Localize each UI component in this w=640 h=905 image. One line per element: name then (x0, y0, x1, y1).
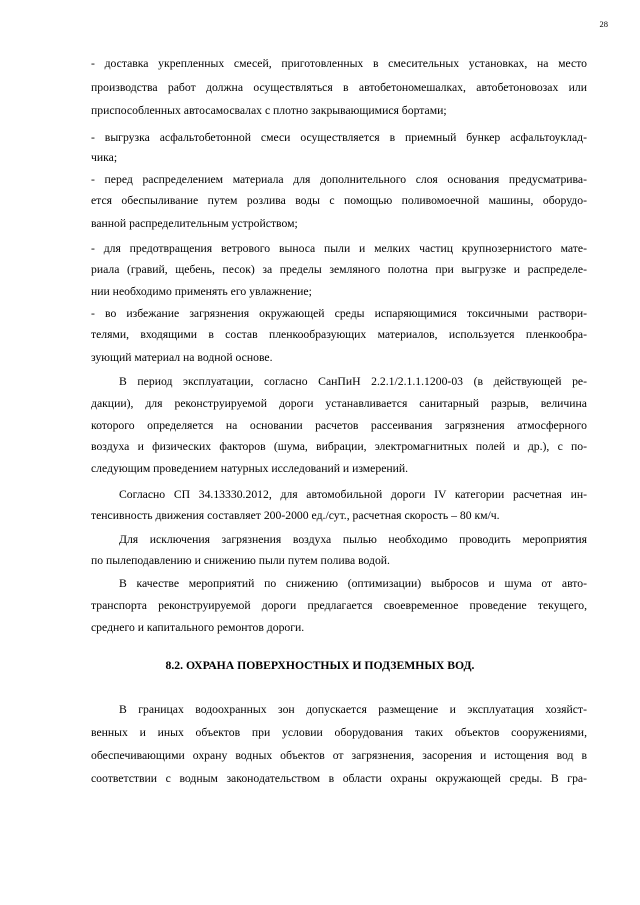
text-line: - доставка укрепленных смесей, приготовленных в смесительных установках, на место (91, 57, 587, 70)
text-line: которого определяется на основании расчетов рассеивания загрязнения атмосферного (91, 419, 587, 432)
text-line: тенсивность движения составляет 200-2000 ед./сут., расчетная скорость – 80 км/ч. (91, 509, 500, 522)
text-line: ванной распределительным устройством; (91, 217, 298, 230)
section-heading: 8.2. ОХРАНА ПОВЕРХНОСТНЫХ И ПОДЗЕМНЫХ ВОД. (165, 659, 475, 672)
text-line: Согласно СП 34.13330.2012, для автомобильной дороги IV категории расчетная ин- (119, 488, 587, 501)
text-line: воздуха и физических факторов (шума, вибрации, электромагнитных полей и др.), с по- (91, 440, 587, 453)
text-line: венных и иных объектов при условии оборудования таких объектов сооружениями, (91, 726, 587, 739)
text-line: нии необходимо применять его увлажнение; (91, 285, 312, 298)
text-line: В границах водоохранных зон допускается размещение и эксплуатация хозяйст- (119, 703, 587, 716)
text-line: обеспечивающими охрану водных объектов от загрязнения, засорения и истощения вод в (91, 749, 587, 762)
text-line: ется обеспыливание путем розлива воды с помощью поливомоечной машины, оборудо- (91, 194, 587, 207)
text-line: - во избежание загрязнения окружающей среды испаряющимися токсичными раствори- (91, 307, 587, 320)
text-line: приспособленных автосамосвалах с плотно закрывающимися бортами; (91, 104, 447, 117)
text-line: риала (гравий, щебень, песок) за пределы земляного полотна при выгрузке и распределе- (91, 263, 587, 276)
text-line: В период эксплуатации, согласно СанПиН 2.2.1/2.1.1.1200-03 (в действующей ре- (119, 375, 587, 388)
text-line: - выгрузка асфальтобетонной смеси осуществляется в приемный бункер асфальтоуклад- (91, 131, 587, 144)
text-line: производства работ должна осуществляться в автобетономешалках, автобетоновозах или (91, 81, 587, 94)
page-number: 28 (599, 19, 608, 29)
text-line: - перед распределением материала для дополнительного слоя основания предусматрива- (91, 173, 587, 186)
text-line: зующий материал на водной основе. (91, 351, 273, 364)
text-line: телями, входящими в состав пленкообразующих материалов, используется пленкообра- (91, 328, 587, 341)
text-line: транспорта реконструируемой дороги предлагается своевременное проведение текущего, (91, 599, 587, 612)
text-line: В качестве мероприятий по снижению (оптимизации) выбросов и шума от авто- (119, 577, 587, 590)
text-line: среднего и капитального ремонтов дороги. (91, 621, 305, 634)
text-line: дакции), для реконструируемой дороги устанавливается санитарный разрыв, величина (91, 397, 587, 410)
text-line: - для предотвращения ветрового выноса пыли и мелких частиц крупнозернистого мате- (91, 242, 587, 255)
text-line: по пылеподавлению и снижению пыли путем полива водой. (91, 554, 390, 567)
text-line: чика; (91, 151, 118, 164)
text-line: соответствии с водным законодательством в области охраны окружающей среды. В гра- (91, 772, 587, 785)
text-line: Для исключения загрязнения воздуха пылью необходимо проводить мероприятия (119, 533, 587, 546)
text-line: следующим проведением натурных исследований и измерений. (91, 462, 409, 475)
